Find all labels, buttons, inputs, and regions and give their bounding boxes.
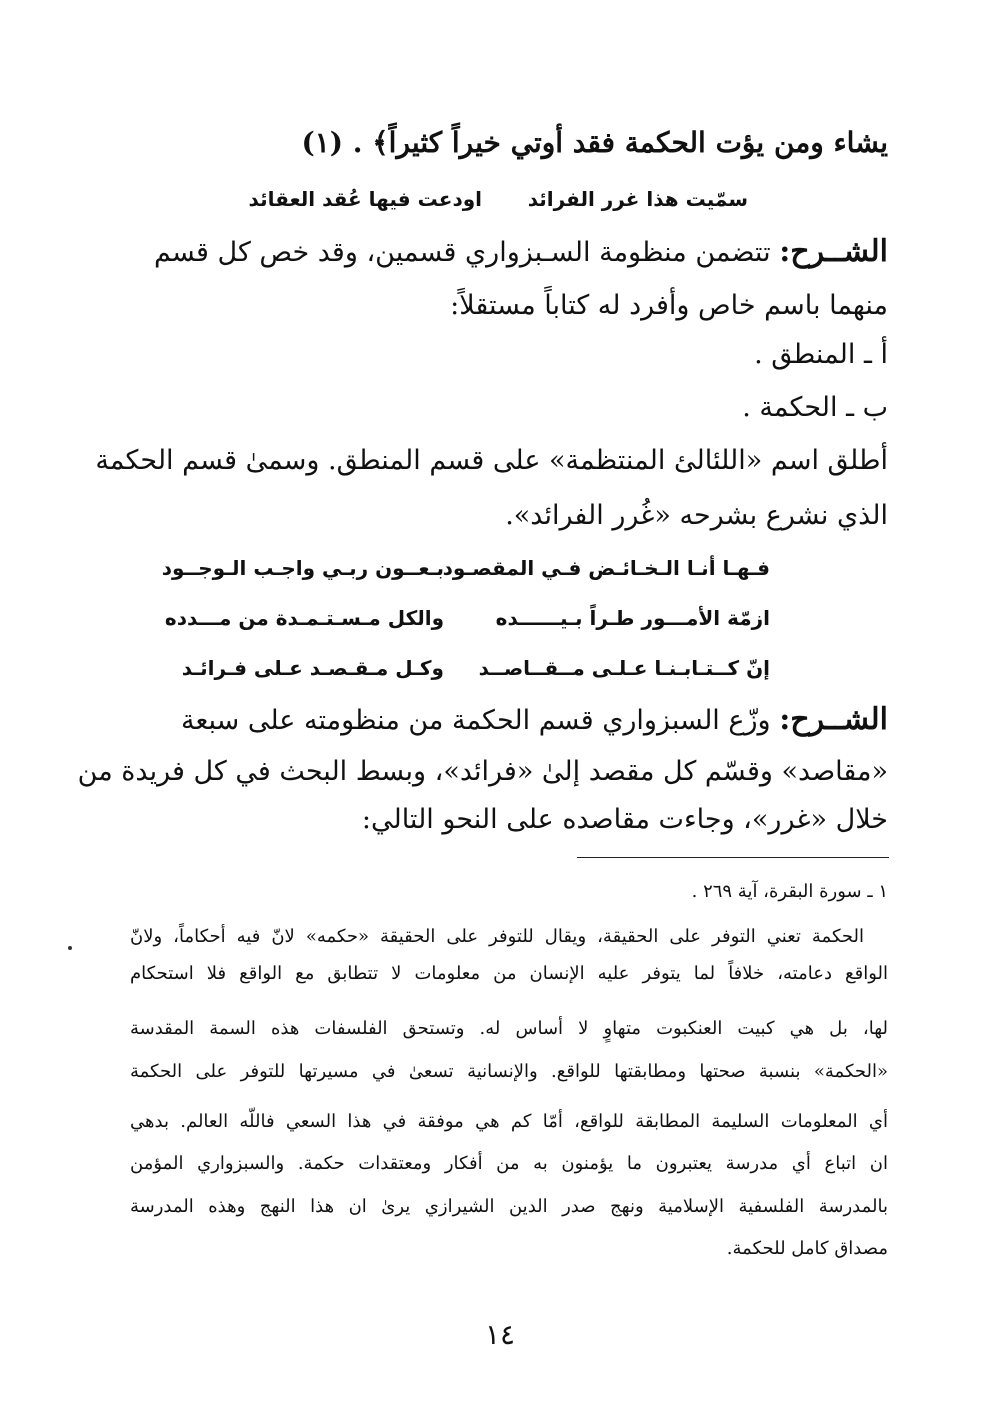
- paragraph-line: «مقاصد» وقسّم كل مقصد إلىٰ «فرائد»، وبسط البحث في كل فريدة من: [77, 756, 888, 787]
- footnote-line: الحكمة تعني التوفر على الحقيقة، ويقال للتوفر على الحقيقة «حكمه» لانّ فيه أحكاماً، ولانّ: [130, 926, 865, 947]
- footnote-line: الواقع دعامته، خلافاً لما يتوفر عليه الإنسان من معلومات لا تتطابق مع الواقع فلا استحكام: [130, 963, 888, 984]
- paragraph-line: [128, 700, 888, 739]
- paragraph-line: [108, 232, 888, 271]
- poem-hemistich-left: وكـل مـقـصـد عـلى فـرائـد: [181, 656, 444, 680]
- footnote-line: ان اتباع أي مدرسة يعتبرون ما يؤمنون به من أفكار ومعتقدات حكمة. والسبزواري المؤمن: [130, 1153, 888, 1174]
- page-number: ١٤: [484, 1318, 516, 1351]
- list-item: ب ـ الحكمة .: [742, 392, 888, 423]
- paragraph-line: خلال «غرر»، وجاءت مقاصده على النحو التالي:: [361, 804, 888, 835]
- verse-hemistich-left: اودعت فيها عُقد العقائد: [248, 187, 482, 211]
- footnote-line: لها، بل هي كبيت العنكبوت متهاوٍ لا أساس له. وتستحق الفلسفات هذه السمة المقدسة: [130, 1018, 888, 1039]
- footnote-reference: ١ ـ سورة البقرة، آية ٢٦٩ .: [691, 881, 888, 902]
- verse-hemistich-right: سمّيت هذا غرر الفرائد: [527, 187, 748, 211]
- list-item: أ ـ المنطق .: [754, 339, 888, 370]
- paragraph-line: أطلق اسم «اللئالئ المنتظمة» على قسم المنطق. وسمىٰ قسم الحكمة: [95, 445, 888, 476]
- sharh-label: الشــرح:: [779, 702, 888, 737]
- paragraph-line: الذي نشرع بشرحه «غُرر الفرائد».: [505, 500, 888, 531]
- paragraph-line: منهما باسم خاص وأفرد له كتاباً مستقلاً:: [450, 290, 888, 321]
- paragraph-text: وزّع السبزواري قسم الحكمة من منظومته على سبعة: [181, 705, 771, 736]
- footnote-line: أي المعلومات السليمة المطابقة للواقع، أمّا كم هي موفقة في هذا السعي فاللّه العالم. بدهي: [130, 1111, 888, 1132]
- sharh-label: الشــرح:: [779, 234, 888, 269]
- footnote-line: بالمدرسة الفلسفية الإسلامية ونهج صدر الدين الشيرازي يرىٰ ان هذا النهج وهذه المدرسة: [130, 1196, 888, 1217]
- quran-verse-line: يشاء ومن يؤت الحكمة فقد أوتي خيراً كثيراً﴾ . (١): [301, 126, 888, 159]
- poem-hemistich-left: والكل مـسـتـمـدة من مـــدده: [164, 606, 444, 630]
- footnote-line: «الحكمة» بنسبة صحتها ومطابقتها للواقع. والإنسانية تسعىٰ في مسيرتها للتوفر على الحكمة: [130, 1061, 888, 1082]
- footnote-line: مصداق كامل للحكمة.: [726, 1238, 888, 1259]
- poem-hemistich-right: إنّ كــتـابـنـا عـلـى مــقــاصــد: [478, 656, 770, 680]
- poem-hemistich-right: ازمّة الأمـــور طـراً بـيــــــده: [495, 606, 770, 630]
- footnote-separator: [577, 857, 889, 858]
- poem-hemistich-left: بـعــون ربـي واجـب الـوجــود: [161, 556, 444, 580]
- poem-hemistich-right: فـهـا أنـا الـخـائـض فـي المقصـود: [442, 556, 770, 580]
- paragraph-text: تتضمن منظومة السـبزواري قسمين، وقد خص كل قسم: [153, 237, 771, 268]
- scan-speck: [68, 946, 72, 950]
